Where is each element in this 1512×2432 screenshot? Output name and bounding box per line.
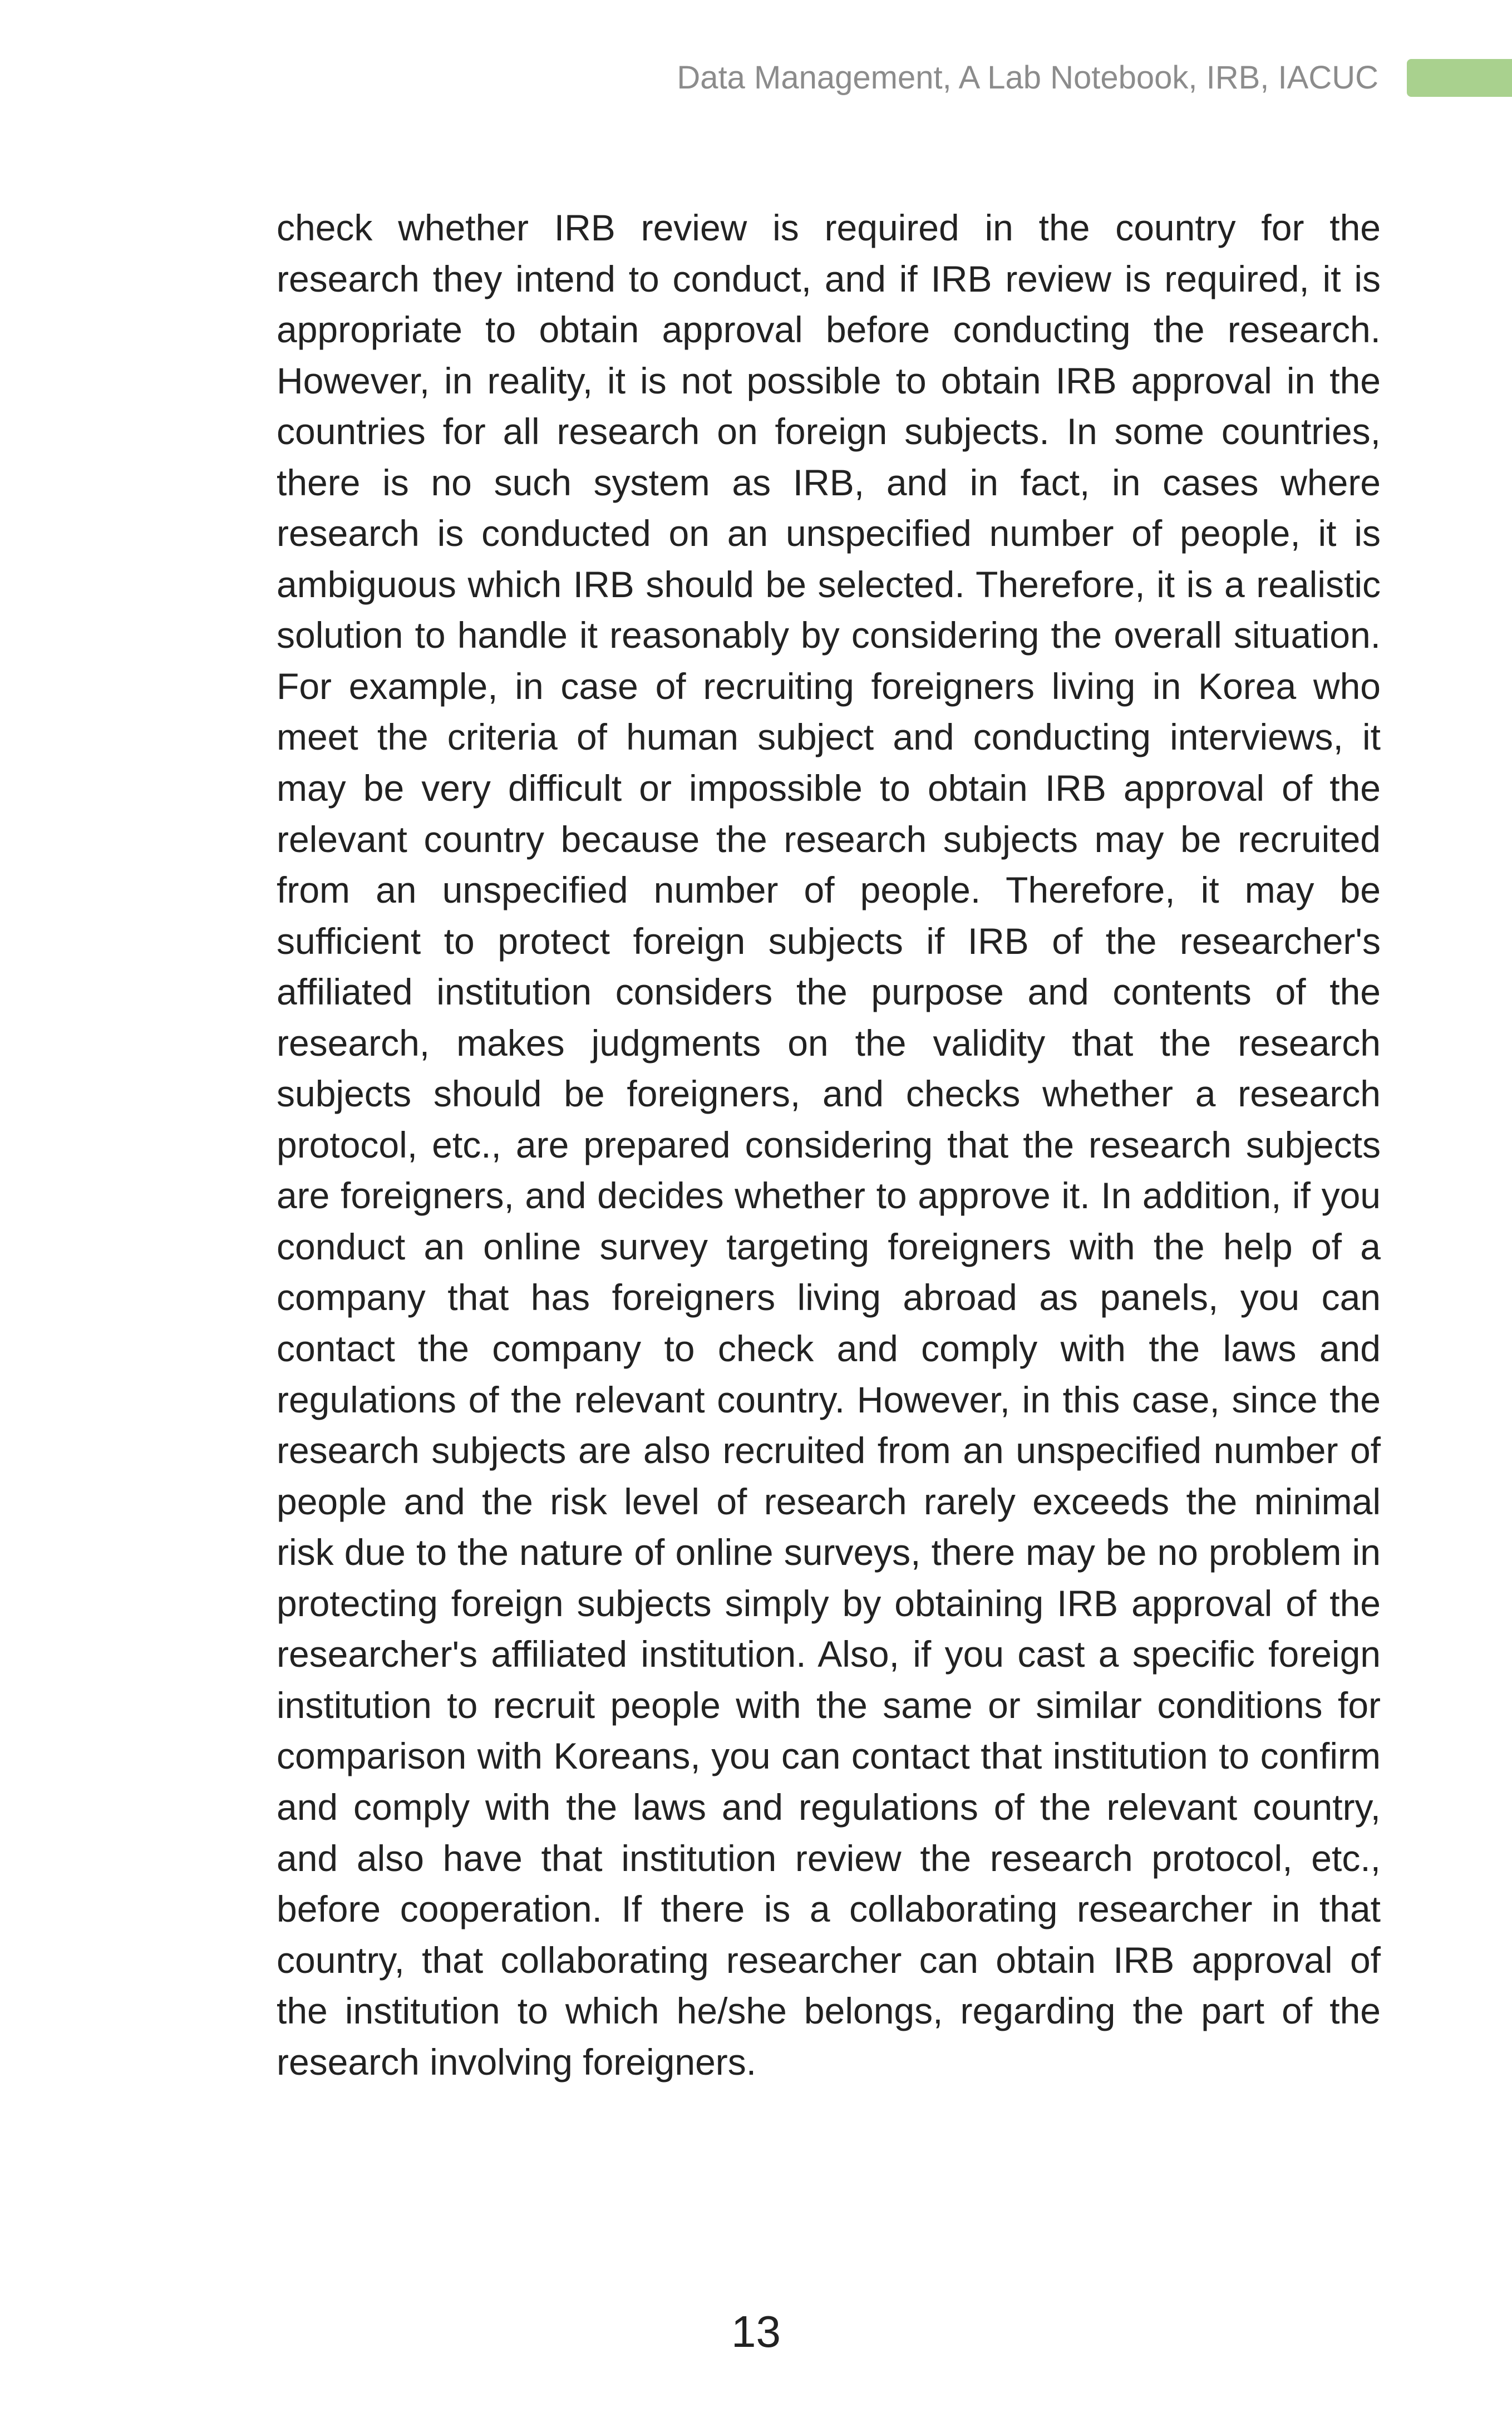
page-number: 13 — [731, 2307, 781, 2356]
section-accent-tab — [1407, 59, 1512, 97]
running-header: Data Management, A Lab Notebook, IRB, IACUC — [677, 60, 1378, 96]
body-paragraph: check whether IRB review is required in the country for the research they intend to conduct, and if IRB review is required, it is appropriate to obtain approval before conducting the research. However, in reality, it is not possible to obtain IRB approval in the countries for all research on foreign subjects. In some countries, there is no such system as IRB, and in fact, in cases where research is conducted on an unspecified number of people, it is ambiguous which IRB should be selected. Therefore, it is a realistic solution to handle it reasonably by considering the overall situation. For example, in case of recruiting foreigners living in Korea who meet the criteria of human subject and conducting interviews, it may be very difficult or impossible to obtain IRB approval of the relevant country because the research subjects may be recruited from an unspecified number of people. Therefore, it may be sufficient to protect foreign subjects if IRB of the researcher's affiliated institution considers the purpose and contents of the research, makes judgments on the validity that the research subjects should be foreigners, and checks whether a research protocol, etc., are prepared considering that the research subjects are foreigners, and decides whether to approve it. In addition, if you conduct an online survey targeting foreigners with the help of a company that has foreigners living abroad as panels, you can contact the company to check and comply with the laws and regulations of the relevant country. However, in this case, since the research subjects are also recruited from an unspecified number of people and the risk level of research rarely exceeds the minimal risk due to the nature of online surveys, there may be no problem in protecting foreign subjects simply by obtaining IRB approval of the researcher's affiliated institution. Also, if you cast a specific foreign institution to recruit people with the same or similar conditions for comparison with Koreans, you can contact that institution to confirm and comply with the laws and regulations of the relevant country, and also have that institution review the research protocol, etc., before cooperation. If there is a collaborating researcher in that country, that collaborating researcher can obtain IRB approval of the institution to which he/she belongs, regarding the part of the research involving foreigners. — [277, 207, 1381, 2083]
